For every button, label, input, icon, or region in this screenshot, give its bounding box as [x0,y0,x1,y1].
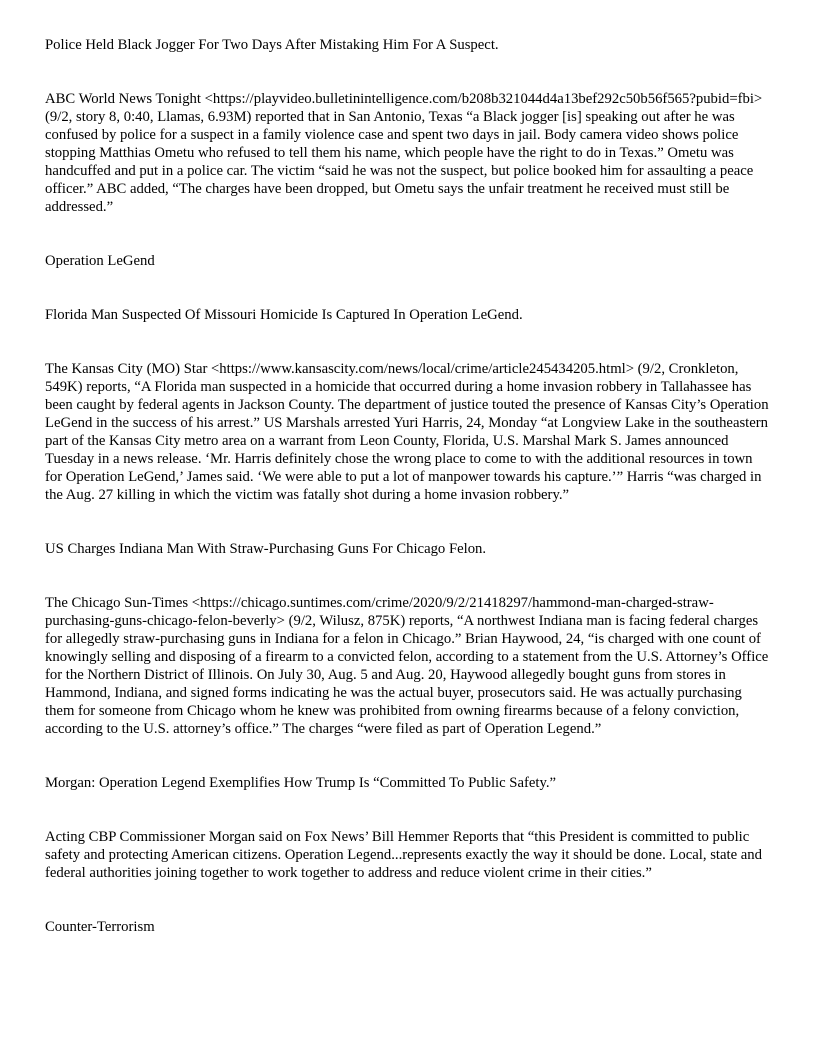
section-counter-terrorism: Counter-Terrorism [45,919,155,935]
headline-florida-man: Florida Man Suspected Of Missouri Homicide Is Captured In Operation LeGend. [45,307,523,323]
paragraph-indiana-man: The Chicago Sun-Times <https://chicago.suntimes.com/crime/2020/9/2/21418297/hammond-man-charged-straw-purchasing-guns-chicago-felon-beverly> (9/2, Wilusz, 875K) reports, “A northwest Indiana man is facing federal charges for allegedly straw-purchasing guns in Indiana for a felon in Chicago.” Brian Haywood, 24, “is charged with one count of knowingly selling and disposing of a firearm to a convicted felon, according to a statement from the U.S. Attorney’s Office for the Northern District of Illinois. On July 30, Aug. 5 and Aug. 20, Haywood allegedly bought guns from stores in Hammond, Indiana, and signed forms indicating he was the actual buyer, prosecutors said. He was actually purchasing them for someone from Chicago whom he knew was prohibited from owning firearms because of a felony conviction, according to the U.S. attorney’s office.” The charges “were filed as part of Operation Legend.” [45,595,769,737]
headline-jogger: Police Held Black Jogger For Two Days After Mistaking Him For A Suspect. [45,37,499,53]
document-page [45,36,773,936]
paragraph-florida-man: The Kansas City (MO) Star <https://www.kansascity.com/news/local/crime/article245434205.html> (9/2, Cronkleton, 549K) reports, “A Florida man suspected in a homicide that occurred during a home invasion robbery in Tallahassee has been caught by federal agents in Jackson County. The department of justice touted the presence of Kansas City’s Operation LeGend in the success of his arrest.” US Marshals arrested Yuri Harris, 24, Monday “at Longview Lake in the southeastern part of the Kansas City metro area on a warrant from Leon County, Florida, U.S. Marshal Mark S. James announced Tuesday in a news release. ‘Mr. Harris definitely chose the wrong place to come to with the additional resources in town for Operation LeGend,’ James said. ‘We were able to put a lot of manpower towards his capture.’” Harris “was charged in the Aug. 27 killing in which the victim was fatally shot during a home invasion robbery.” [45,361,769,503]
headline-indiana-man: US Charges Indiana Man With Straw-Purchasing Guns For Chicago Felon. [45,541,487,557]
paragraph-morgan: Acting CBP Commissioner Morgan said on Fox News’ Bill Hemmer Reports that “this President is committed to public safety and protecting American citizens. Operation Legend...represents exactly the way it should be done. Local, state and federal authorities joining together to work together to address and reduce violent crime in their cities.” [45,829,762,881]
headline-morgan: Morgan: Operation Legend Exemplifies How Trump Is “Committed To Public Safety.” [45,775,557,791]
section-operation-legend: Operation LeGend [45,253,155,269]
paragraph-jogger: ABC World News Tonight <https://playvideo.bulletinintelligence.com/b208b321044d4a13bef292c50b56f565?pubid=fbi> (9/2, story 8, 0:40, Llamas, 6.93M) reported that in San Antonio, Texas “a Black jogger [is] speaking out after he was confused by police for a suspect in a family violence case and spent two days in jail. Body camera video shows police stopping Matthias Ometu who refused to tell them his name, which people have the right to do in Texas.” Ometu was handcuffed and put in a police car. The victim “said he was not the suspect, but police booked him for assaulting a peace officer.” ABC added, “The charges have been dropped, but Ometu says the unfair treatment he received must still be addressed.” [45,91,763,215]
